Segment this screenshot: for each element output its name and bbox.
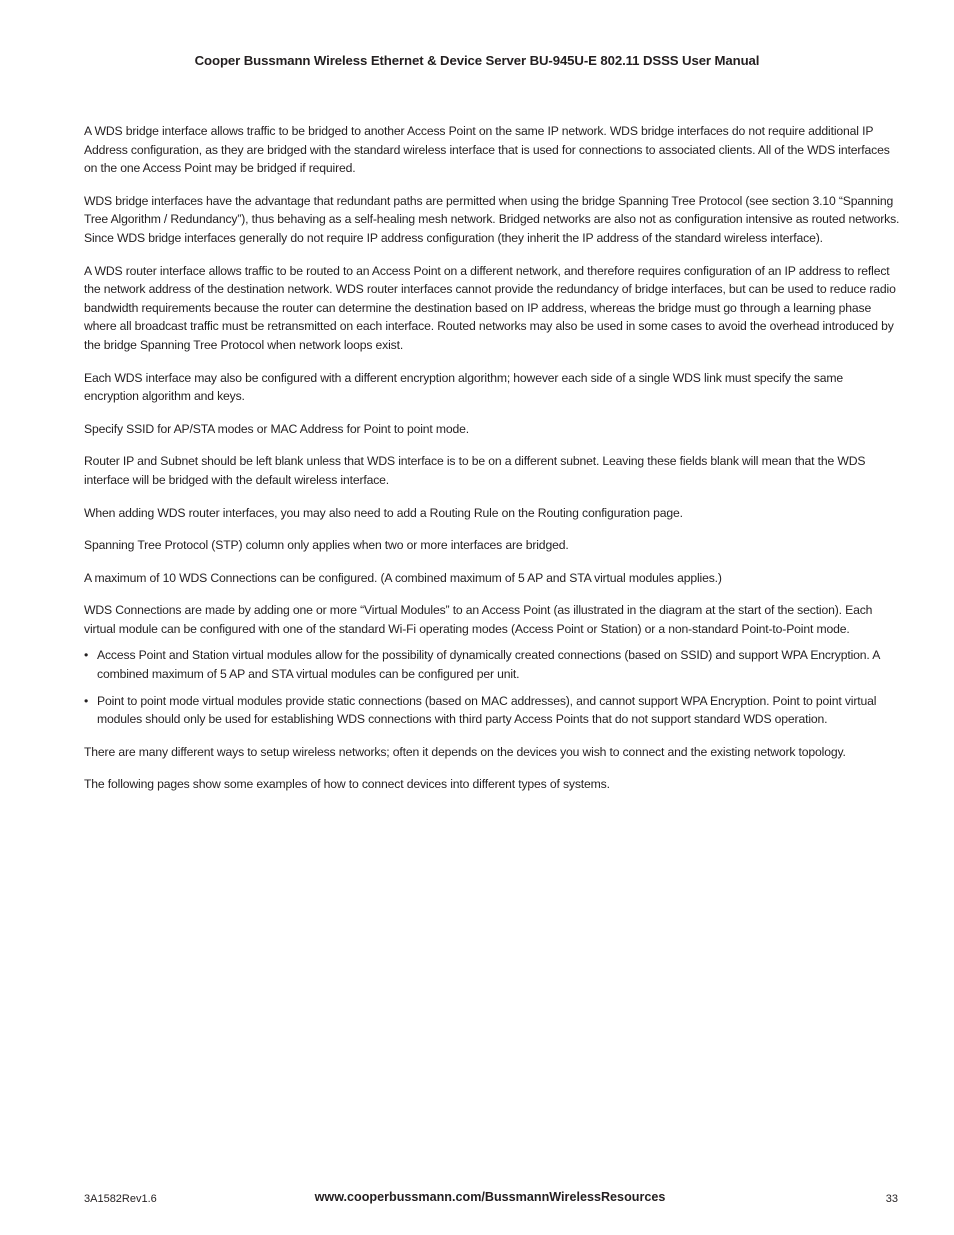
footer-website-link[interactable]: www.cooperbussmann.com/BussmannWirelessResources (314, 1190, 666, 1204)
paragraph-wds-bridge: A WDS bridge interface allows traffic to be bridged to another Access Point on the same IP network. WDS bridge interfaces do not require additional IP Address configuration, as they are bridged with the standard wireless interface that is used for connections to associated clients. All of the WDS interfaces on the one Access Point may be bridged if required. (84, 124, 890, 176)
bullet-icon: • (84, 693, 89, 708)
list-item-text: Point to point mode virtual modules provide static connections (based on MAC addresses), and cannot support WPA Encryption. Point to point virtual modules should only be used for establishing WDS connections with third party Access Points that do not support standard WDS operation. (97, 693, 877, 727)
paragraph-ssid: Specify SSID for AP/STA modes or MAC Address for Point to point mode. (84, 421, 470, 436)
bullet-icon: • (84, 648, 89, 663)
paragraph-virtual-modules: WDS Connections are made by adding one or more “Virtual Modules” to an Access Point (as illustrated in the diagram at the start of the section). Each virtual module can be configured with one of the standard Wi-Fi operating modes (Access Point or Station) or a non-standard Point-to-Point mode. (84, 603, 873, 636)
list-item-text: Access Point and Station virtual modules allow for the possibility of dynamically created connections (based on SSID) and support WPA Encryption. A combined maximum of 5 AP and STA virtual modules can be configured per unit. (97, 648, 880, 682)
paragraph-bridge-advantages: WDS bridge interfaces have the advantage that redundant paths are permitted when using the bridge Spanning Tree Protocol (see section 3.10 “Spanning Tree Algorithm / Redundancy”), thus behaving as a self-healing mesh network. Bridged networks are also not as configuration intensive as routed networks. Since WDS bridge interfaces generally do not require IP address configuration (they inherit the IP address of the standard wireless interface). (84, 193, 900, 245)
list-item (84, 646, 900, 683)
paragraph-router-ip: Router IP and Subnet should be left blank unless that WDS interface is to be on a different subnet. Leaving these fields blank will mean that the WDS interface will be bridged with the default wireless interface. (84, 454, 866, 487)
paragraph-stp: Spanning Tree Protocol (STP) column only applies when two or more interfaces are bridged. (84, 538, 569, 553)
paragraph-examples: The following pages show some examples of how to connect devices into different types of systems. (84, 777, 610, 792)
paragraph-encryption: Each WDS interface may also be configured with a different encryption algorithm; however each side of a single WDS link must specify the same encryption algorithm and keys. (84, 370, 843, 404)
paragraph-setup-ways: There are many different ways to setup wireless networks; often it depends on the devices you wish to connect and the existing network topology. (84, 744, 846, 759)
paragraph-max-connections: A maximum of 10 WDS Connections can be configured. (A combined maximum of 5 AP and STA virtual modules applies.) (84, 570, 722, 585)
paragraph-routing-rule: When adding WDS router interfaces, you may also need to add a Routing Rule on the Routing configuration page. (84, 505, 683, 520)
paragraph-wds-router: A WDS router interface allows traffic to be routed to an Access Point on a different network, and therefore requires configuration of an IP address to reflect the network address of the destination network. WDS router interfaces cannot provide the redundancy of bridge interfaces, but can be used to reduce radio bandwidth requirements because the router can determine the destination based on IP address, whereas the bridge must go through a learning phase where all broadcast traffic must be retransmitted on each interface. Routed networks may also be used in some cases to avoid the overhead introduced by the bridge Spanning Tree Protocol when network loops exist. (84, 263, 896, 352)
bullet-list (84, 646, 900, 728)
page-header-title: Cooper Bussmann Wireless Ethernet & Device Server BU-945U-E 802.11 DSSS User Manual (194, 53, 760, 68)
footer-page-number: 33 (885, 1193, 898, 1205)
document-body (84, 122, 900, 808)
footer-document-code: 3A1582Rev1.6 (84, 1193, 157, 1205)
list-item (84, 692, 900, 729)
